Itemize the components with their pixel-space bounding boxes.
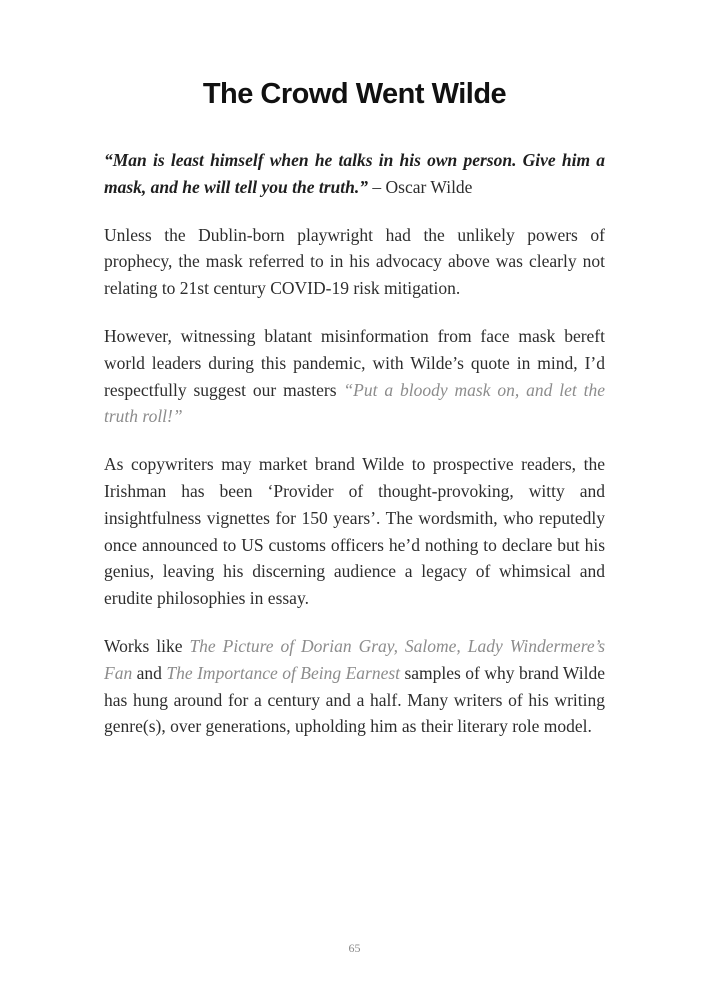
works-lead: Works like xyxy=(104,635,190,656)
wilde-quote-text: “Man is least himself when he talks in his own person. Give him a mask, and he will tell you the truth.” xyxy=(104,150,605,197)
page-number: 65 xyxy=(348,941,361,955)
paragraph-copywriters: As copywriters may market brand Wilde to prospective readers, the Irishman has been ‘Provider of thought-provoking, witty and insightfulness vignettes for 150 years’. The wordsmith, who reputedly once announced to US customs officers he’d nothing to declare but his genius, leaving his discerning audience a legacy of whimsical and erudite philosophies in essay. xyxy=(104,454,605,609)
mask-on-quote: “Put a bloody mask on, and let the truth roll!” xyxy=(104,379,605,427)
page-title: The Crowd Went Wilde xyxy=(202,78,507,110)
paragraph-works xyxy=(104,633,605,740)
paragraph-misinformation xyxy=(104,323,605,430)
paragraph-misinformation-lead: However, witnessing blatant misinformation from face mask bereft world leaders during this pandemic, with Wilde’s quote in mind, I’d respectfully suggest our masters xyxy=(104,325,605,400)
book-title-earnest: The Importance of Being Earnest xyxy=(166,662,401,683)
works-conjunction: and xyxy=(132,662,167,683)
quote-paragraph xyxy=(104,147,605,201)
paragraph-prophecy: Unless the Dublin-born playwright had the unlikely powers of prophecy, the mask referred to in his advocacy above was clearly not relating to 21st century COVID-19 risk mitigation. xyxy=(104,224,605,299)
quote-attribution: – Oscar Wilde xyxy=(368,176,473,197)
book-titles-first: The Picture of Dorian Gray, Salome, Lady Windermere’s Fan xyxy=(104,635,605,683)
works-tail: samples of why brand Wilde has hung around for a century and a half. Many writers of his writing genre(s), over generations, upholding him as their literary role model. xyxy=(104,662,605,737)
